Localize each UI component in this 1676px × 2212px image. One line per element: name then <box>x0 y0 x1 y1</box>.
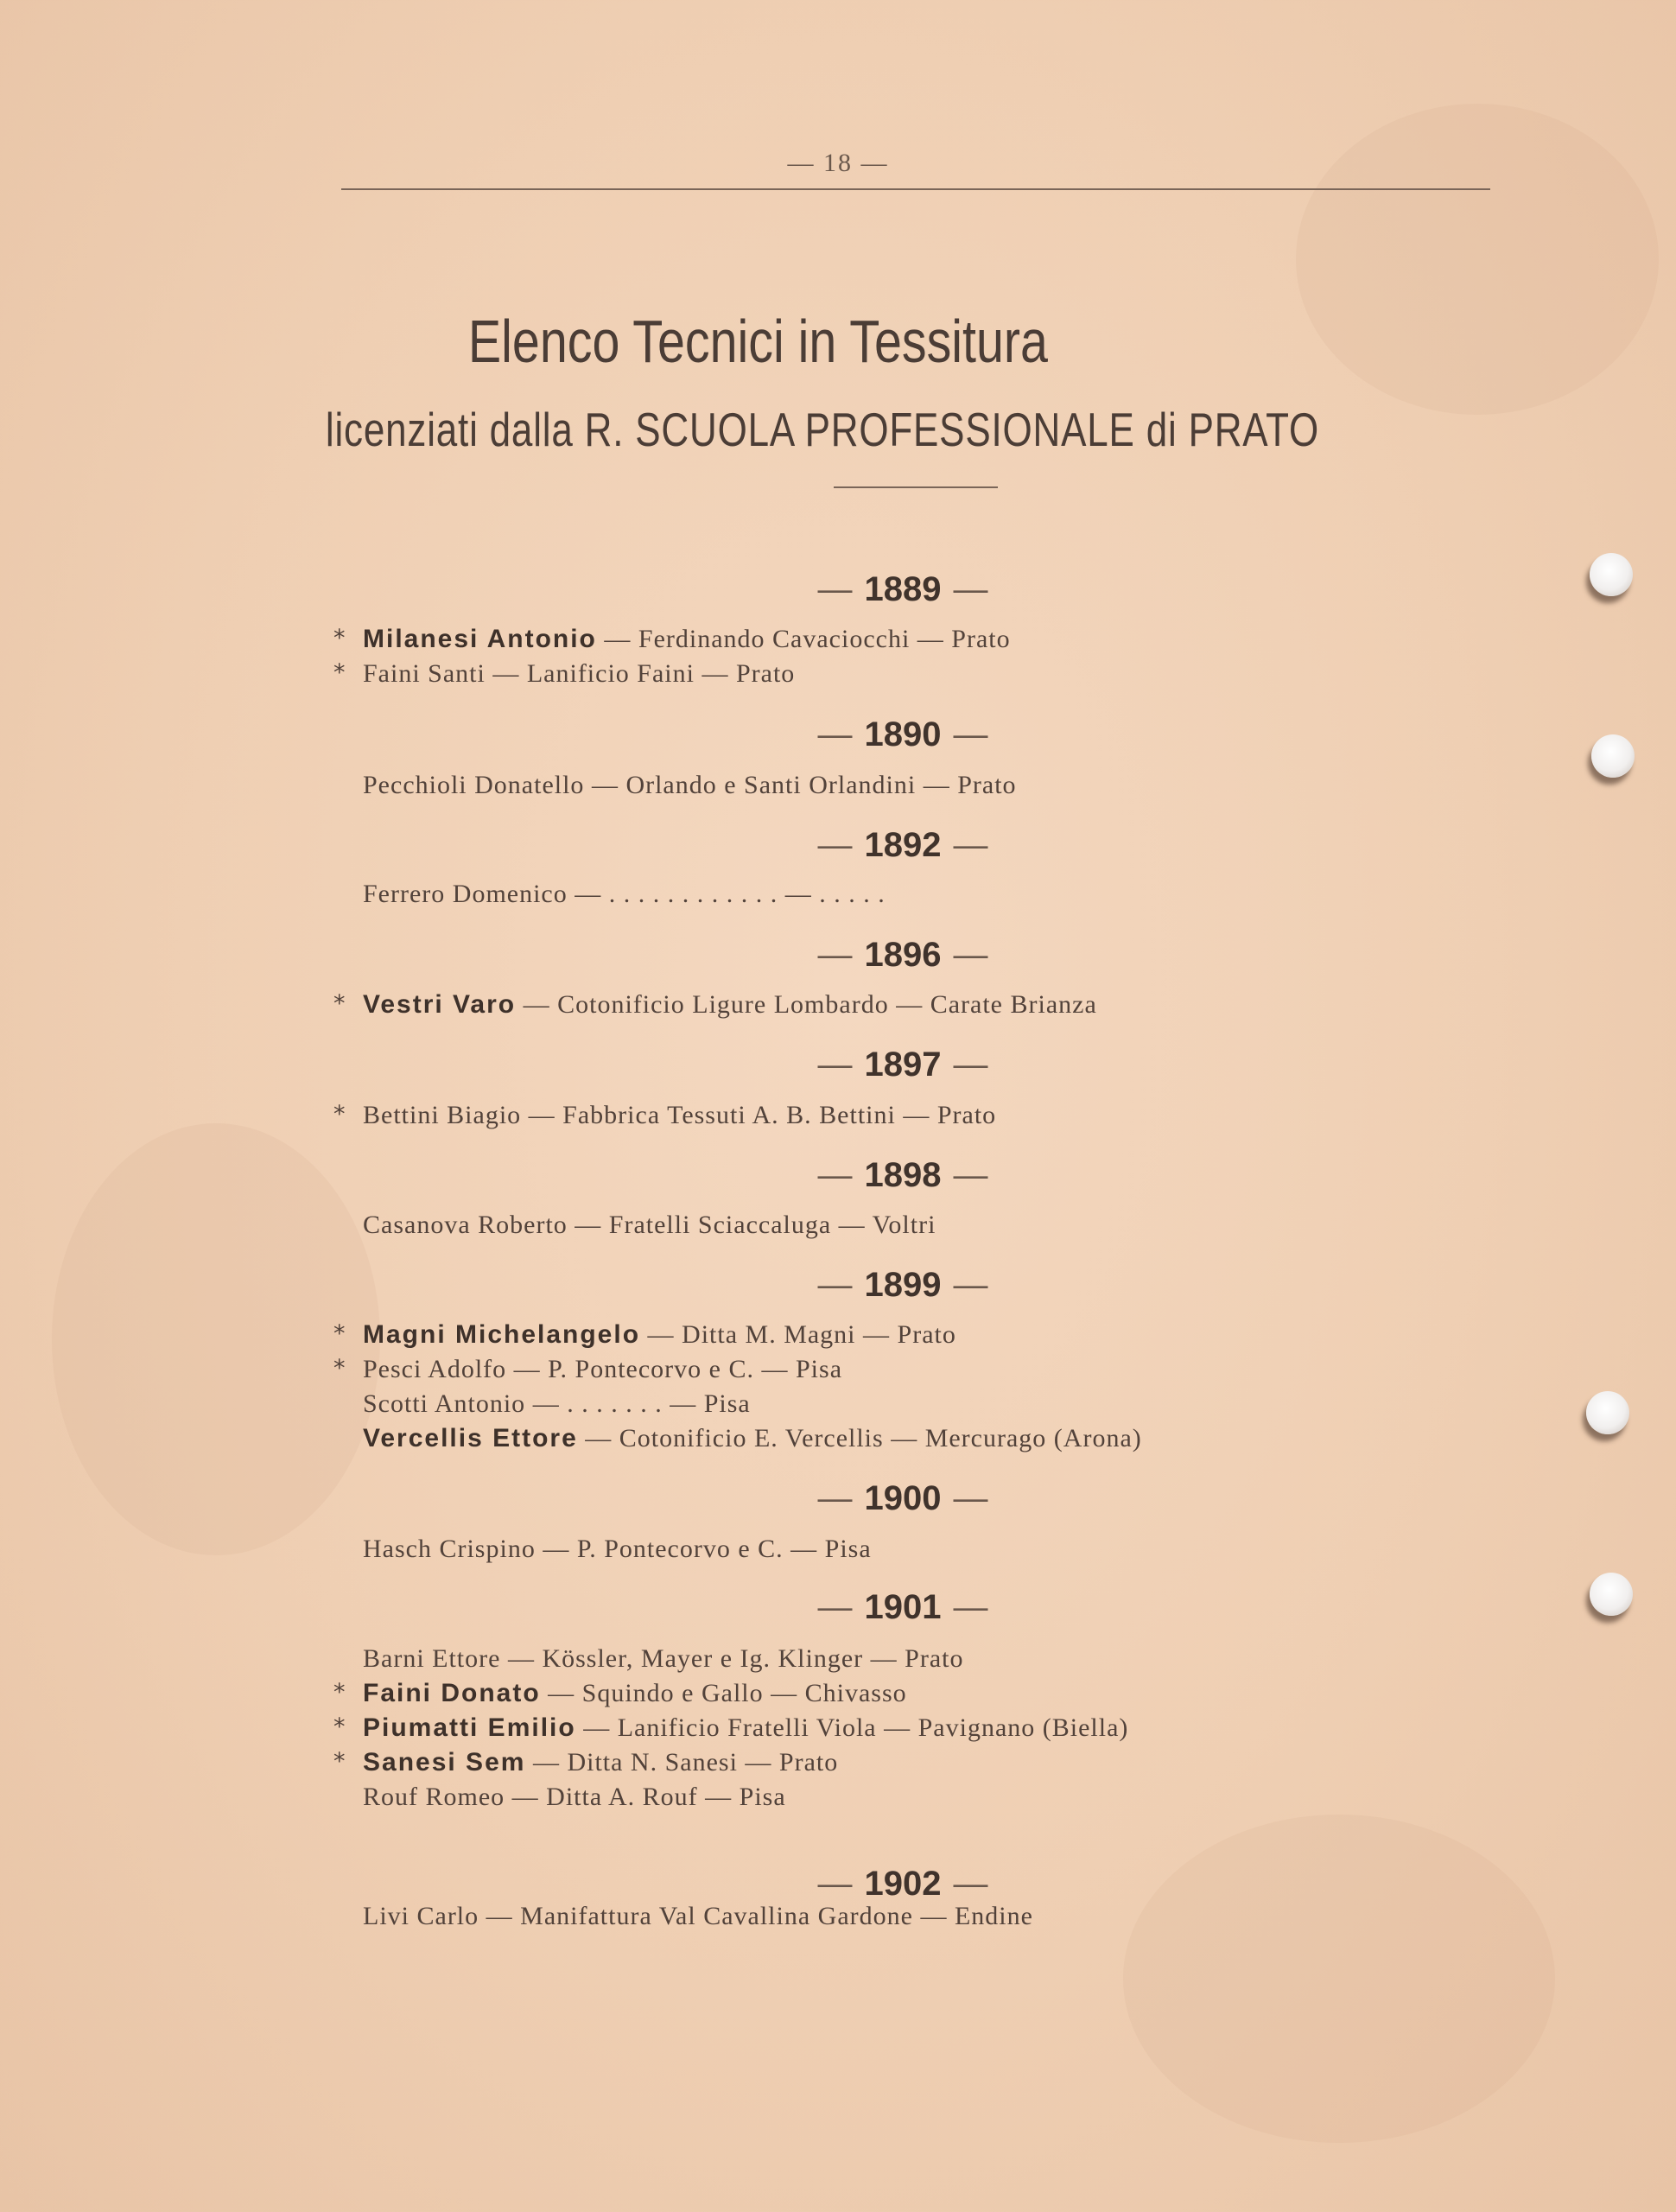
year-heading <box>0 1479 1676 1518</box>
employer-location: — Cotonificio Ligure Lombardo — Carate Brianza <box>516 990 1097 1019</box>
list-item <box>333 659 796 689</box>
year-heading <box>0 1046 1676 1084</box>
year-label: 1900 <box>864 1479 942 1517</box>
year-label: 1898 <box>864 1156 942 1194</box>
year-heading <box>0 1156 1676 1195</box>
employer-location: — Squindo e Gallo — Chivasso <box>540 1679 907 1707</box>
year-heading <box>0 936 1676 975</box>
year-heading <box>0 1266 1676 1305</box>
employer-location: — Orlando e Santi Orlandini — Prato <box>584 771 1017 799</box>
dash: — <box>953 1266 988 1304</box>
list-item <box>333 1101 997 1130</box>
technician-name: Faini Donato <box>363 1679 541 1707</box>
dash: — <box>817 936 853 974</box>
year-heading <box>0 570 1676 609</box>
technician-name: Barni Ettore <box>363 1644 501 1673</box>
technician-name: Rouf Romeo <box>363 1783 505 1811</box>
dash: — <box>817 1266 853 1304</box>
dash: — <box>953 1046 988 1084</box>
page-subtitle: licenziati dalla R. SCUOLA PROFESSIONALE di PRATO <box>325 403 1320 456</box>
dash: — <box>953 1156 988 1194</box>
list-item <box>363 1783 786 1812</box>
asterisk-marker: * <box>333 1355 346 1382</box>
employer-location: — Ferdinando Cavaciocchi — Prato <box>596 625 1011 653</box>
employer-location: — . . . . . . . — Pisa <box>525 1389 751 1418</box>
list-item <box>363 1644 963 1674</box>
dash: — <box>817 1865 853 1903</box>
employer-location: — Ditta M. Magni — Prato <box>640 1320 956 1349</box>
employer-location: — Kössler, Mayer e Ig. Klinger — Prato <box>500 1644 964 1673</box>
technician-name: Piumatti Emilio <box>363 1713 576 1742</box>
employer-location: — P. Pontecorvo e C. — Pisa <box>506 1355 843 1383</box>
list-item <box>333 625 1011 654</box>
employer-location: — . . . . . . . . . . . . — . . . . . <box>567 880 886 908</box>
technician-name: Pesci Adolfo <box>363 1355 507 1383</box>
list-item <box>363 1902 1033 1931</box>
list-item <box>333 1679 907 1708</box>
dash: — <box>817 1046 853 1084</box>
technician-name: Livi Carlo <box>363 1902 479 1930</box>
employer-location: — Ditta N. Sanesi — Prato <box>525 1748 839 1777</box>
asterisk-marker: * <box>333 625 346 652</box>
employer-location: — Manifattura Val Cavallina Gardone — Endine <box>479 1902 1033 1930</box>
dash: — <box>953 570 988 608</box>
list-item <box>363 1535 872 1564</box>
technician-name: Bettini Biagio <box>363 1101 522 1129</box>
year-heading <box>0 826 1676 865</box>
dash: — <box>817 826 853 864</box>
list-item <box>333 1320 956 1350</box>
year-label: 1897 <box>864 1046 942 1084</box>
technician-name: Casanova Roberto <box>363 1211 568 1239</box>
dash: — <box>953 1865 988 1903</box>
technician-name: Hasch Crispino <box>363 1535 536 1563</box>
list-item <box>363 1211 936 1240</box>
dash: — <box>817 1588 853 1626</box>
dash: — <box>817 1479 853 1517</box>
technician-name: Pecchioli Donatello <box>363 771 585 799</box>
list-item <box>333 1713 1129 1743</box>
dash: — <box>817 1156 853 1194</box>
list-item <box>363 1424 1142 1453</box>
asterisk-marker: * <box>333 1320 346 1347</box>
employer-location: — Ditta A. Rouf — Pisa <box>505 1783 786 1811</box>
year-label: 1890 <box>864 715 942 753</box>
dash: — <box>953 715 988 753</box>
employer-location: — Lanificio Fratelli Viola — Pavignano (Biella) <box>575 1713 1129 1742</box>
list-item <box>363 1389 751 1419</box>
employer-location: — Fratelli Sciaccaluga — Voltri <box>567 1211 936 1239</box>
asterisk-marker: * <box>333 1748 346 1775</box>
asterisk-marker: * <box>333 1679 346 1706</box>
employer-location: — Fabbrica Tessuti A. B. Bettini — Prato <box>521 1101 997 1129</box>
list-item <box>363 880 886 909</box>
asterisk-marker: * <box>333 1713 346 1740</box>
list-item <box>363 771 1017 800</box>
year-label: 1896 <box>864 936 942 974</box>
list-item <box>333 990 1097 1020</box>
page-title: Elenco Tecnici in Tessitura <box>467 308 1048 375</box>
dash: — <box>953 936 988 974</box>
year-heading <box>0 1865 1676 1904</box>
technician-name: Faini Santi <box>363 659 486 688</box>
asterisk-marker: * <box>333 990 346 1017</box>
dash: — <box>817 715 853 753</box>
year-heading <box>0 1588 1676 1627</box>
asterisk-marker: * <box>333 1101 346 1128</box>
dash: — <box>953 1479 988 1517</box>
employer-location: — P. Pontecorvo e C. — Pisa <box>535 1535 872 1563</box>
technician-name: Magni Michelangelo <box>363 1320 641 1349</box>
year-label: 1899 <box>864 1266 942 1304</box>
asterisk-marker: * <box>333 659 346 686</box>
year-heading <box>0 715 1676 754</box>
dash: — <box>953 1588 988 1626</box>
year-label: 1901 <box>864 1588 942 1626</box>
year-label: 1902 <box>864 1865 942 1903</box>
list-item <box>333 1355 843 1384</box>
technician-name: Vestri Varo <box>363 990 517 1019</box>
technician-name: Sanesi Sem <box>363 1748 526 1777</box>
technician-name: Milanesi Antonio <box>363 625 597 653</box>
technician-name: Scotti Antonio <box>363 1389 526 1418</box>
dash: — <box>953 826 988 864</box>
employer-location: — Cotonificio E. Vercellis — Mercurago (Arona) <box>577 1424 1142 1452</box>
page-number: — 18 — <box>787 149 889 177</box>
technician-name: Ferrero Domenico <box>363 880 568 908</box>
year-label: 1889 <box>864 570 942 608</box>
technician-name: Vercellis Ettore <box>363 1424 578 1452</box>
year-label: 1892 <box>864 826 942 864</box>
dash: — <box>817 570 853 608</box>
employer-location: — Lanificio Faini — Prato <box>485 659 796 688</box>
list-item <box>333 1748 839 1777</box>
